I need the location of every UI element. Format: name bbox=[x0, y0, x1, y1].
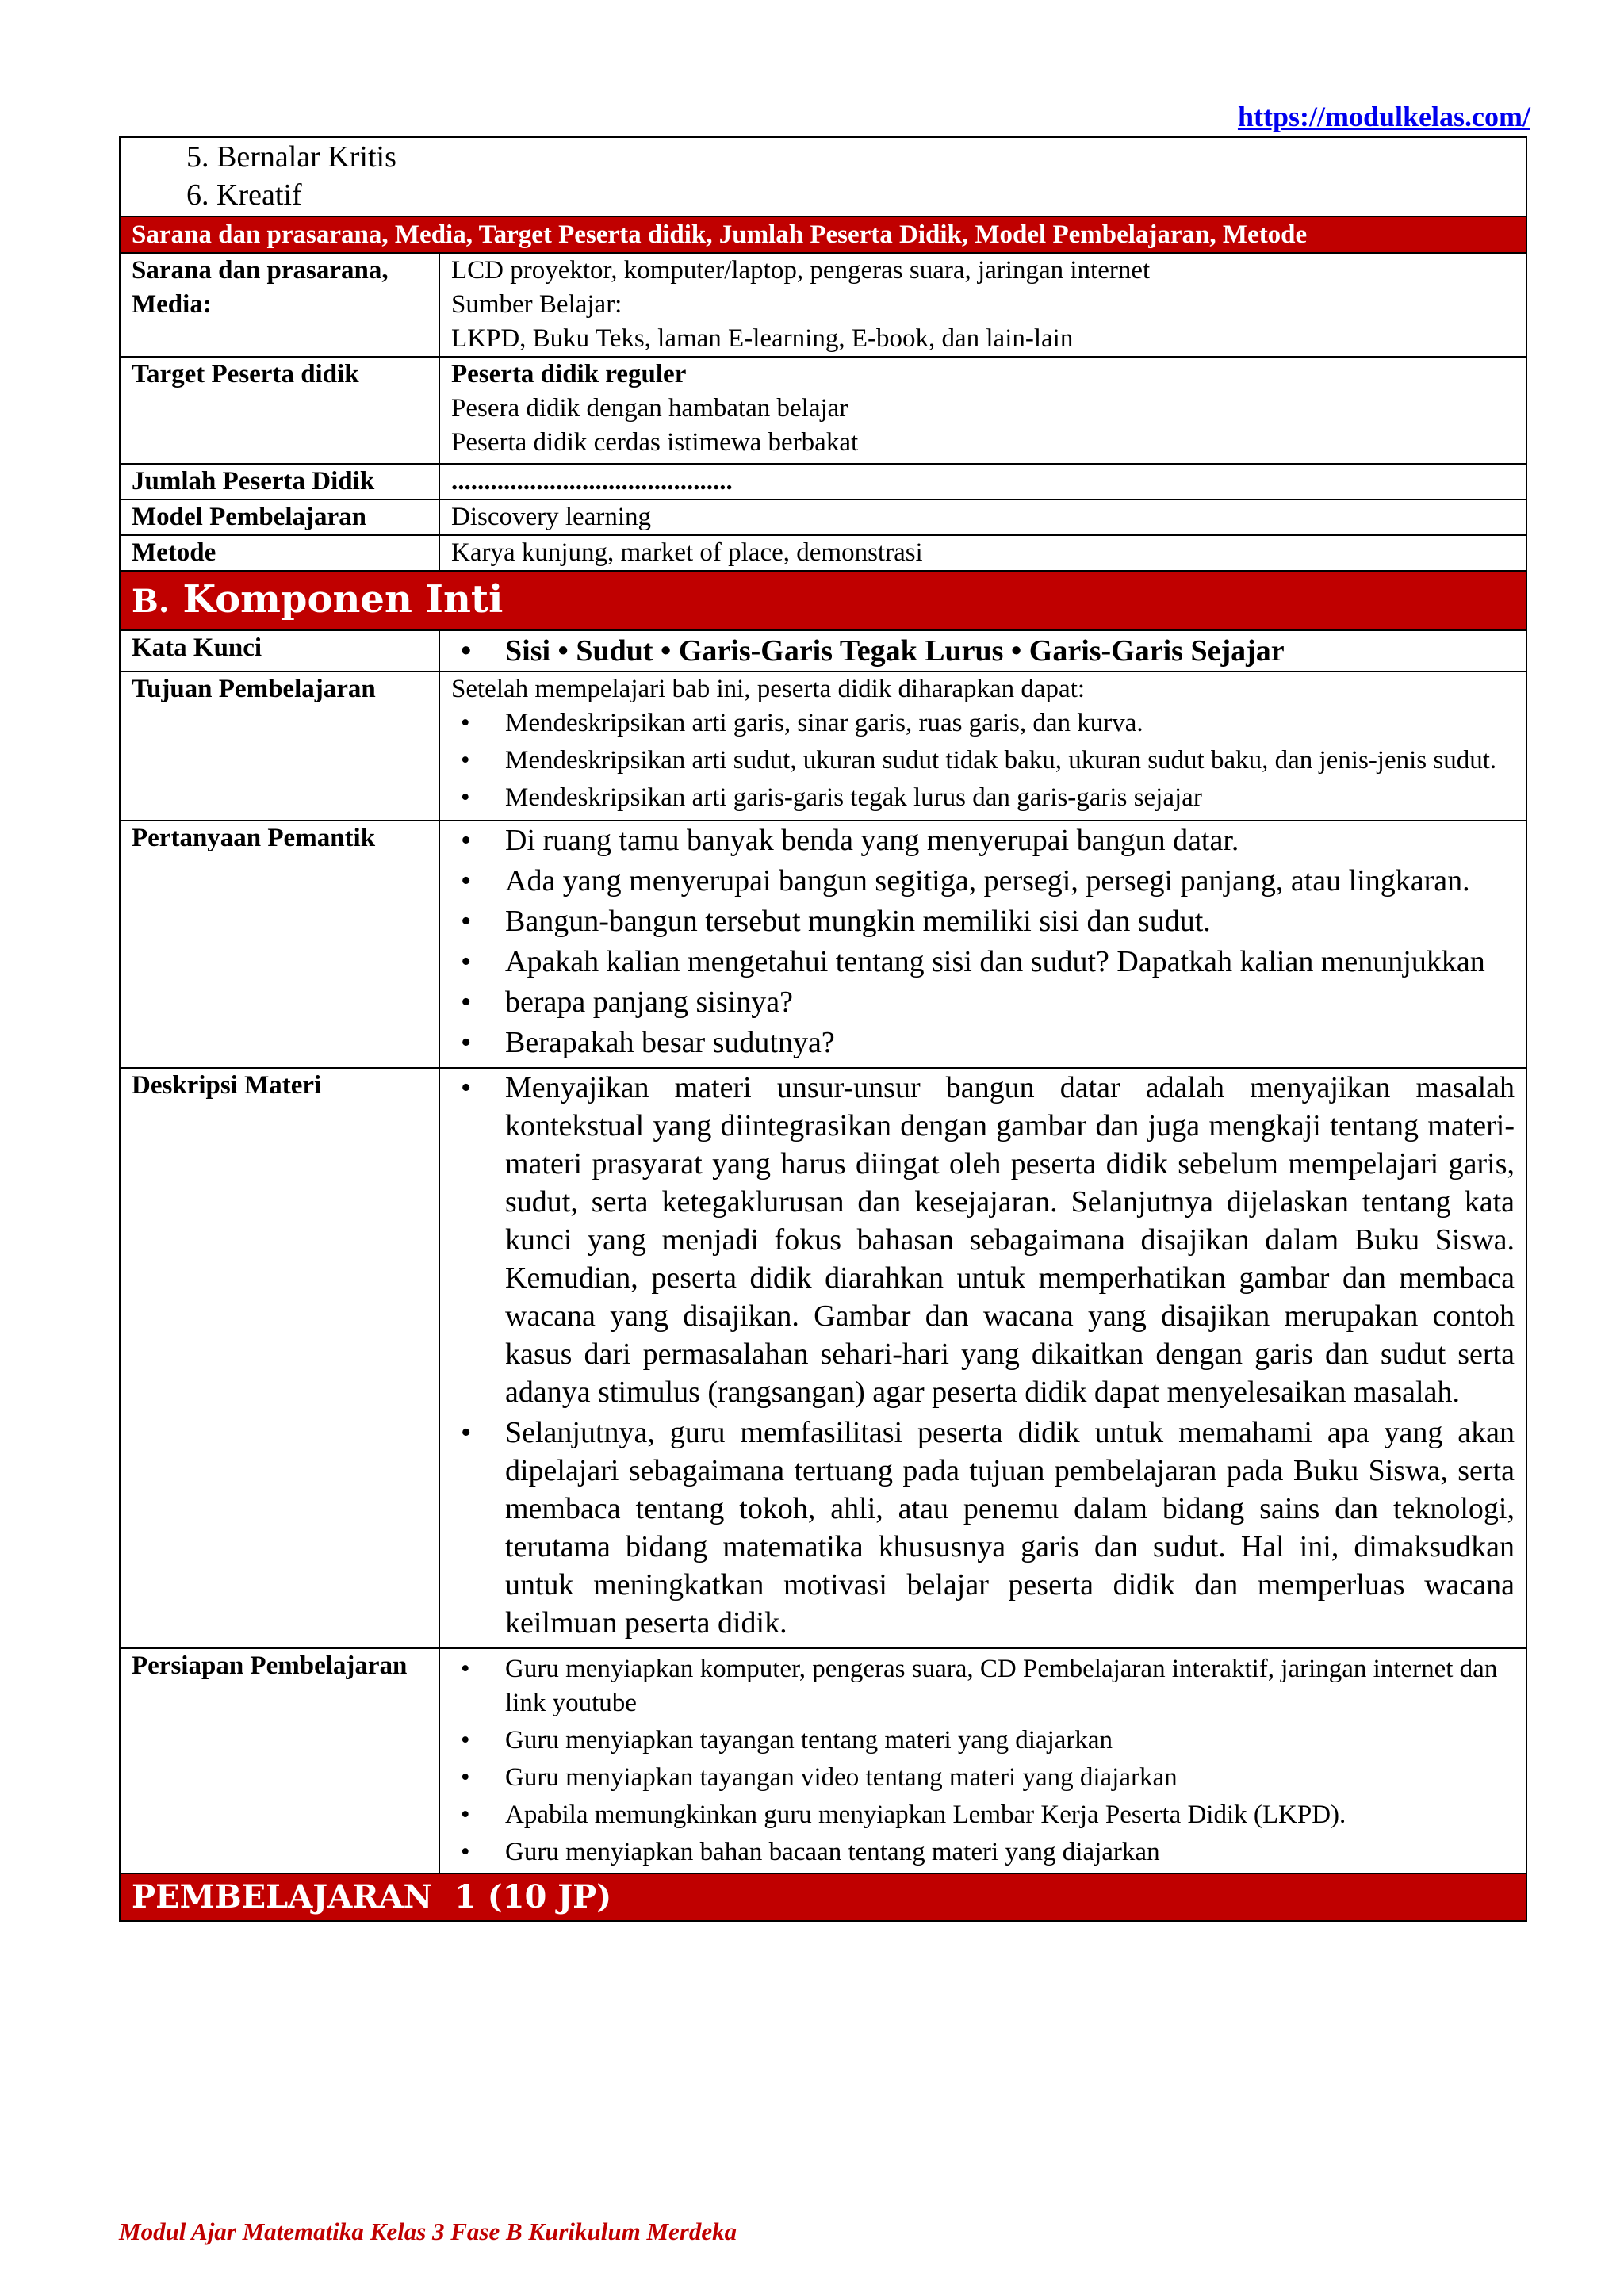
sarana-line: LKPD, Buku Teks, laman E-learning, E-book, dan lain-lain bbox=[451, 324, 1074, 353]
list-item: • Guru menyiapkan komputer, pengeras suara, CD Pembelajaran interaktif, jaringan internet dan link youtube bbox=[451, 1652, 1515, 1720]
list-item: • Guru menyiapkan bahan bacaan tentang materi yang diajarkan bbox=[451, 1835, 1515, 1869]
profil-item: 6. Kreatif bbox=[186, 178, 302, 212]
list-item: • Mendeskripsikan arti garis, sinar garis, ruas garis, dan kurva. bbox=[451, 706, 1515, 740]
metode-label: Metode bbox=[120, 535, 439, 571]
jumlah-row bbox=[120, 464, 1526, 499]
sarana-heading: Sarana dan prasarana, Media, Target Peserta didik, Jumlah Peserta Didik, Model Pembelajaran, Metode bbox=[120, 216, 1526, 253]
jumlah-value: ........................................... bbox=[439, 464, 1526, 499]
tujuan-list bbox=[451, 706, 1515, 815]
section-b-heading bbox=[120, 571, 1526, 630]
pemantik-label: Pertanyaan Pemantik bbox=[120, 821, 439, 1068]
metode-value: Karya kunjung, market of place, demonstrasi bbox=[439, 535, 1526, 571]
pembelajaran-row bbox=[120, 1873, 1526, 1921]
list-item: • berapa panjang sisinya? bbox=[451, 983, 1515, 1021]
pemantik-list bbox=[451, 821, 1515, 1062]
tujuan-label: Tujuan Pembelajaran bbox=[120, 672, 439, 821]
list-item: • Guru menyiapkan tayangan tentang materi yang diajarkan bbox=[451, 1724, 1515, 1758]
model-row bbox=[120, 499, 1526, 535]
list-item: • Mendeskripsikan arti garis-garis tegak lurus dan garis-garis sejajar bbox=[451, 781, 1515, 815]
kata-kunci-row bbox=[120, 630, 1526, 672]
header-url-link[interactable]: https://modulkelas.com/ bbox=[1237, 101, 1530, 132]
model-value: Discovery learning bbox=[439, 499, 1526, 535]
footer-title: Modul Ajar Matematika Kelas 3 Fase B Kurikulum Merdeka bbox=[119, 2218, 737, 2245]
sarana-line: LCD proyektor, komputer/laptop, pengeras suara, jaringan internet bbox=[451, 256, 1151, 285]
list-item: • Guru menyiapkan tayangan video tentang materi yang diajarkan bbox=[451, 1761, 1515, 1795]
target-line: Peserta didik cerdas istimewa berbakat bbox=[451, 428, 859, 457]
deskripsi-row bbox=[120, 1068, 1526, 1648]
list-item: • Menyajikan materi unsur-unsur bangun datar adalah menyajikan masalah kontekstual yang diintegrasikan dengan gambar dan juga mengkaji tentang materi-materi prasyarat yang harus diingat oleh peserta didik sebelum mempelajari garis, sudut, serta ketegaklurusan dan kesejajaran. Selanjutnya dijelaskan tentang kata kunci yang menjadi fokus bahasan sebagaimana disajikan dalam Buku Siswa. Kemudian, peserta didik diarahkan untuk memperhatikan gambar dan membaca wacana yang disajikan. Gambar dan wacana yang disajikan merupakan contoh kasus dari permasalahan sehari-hari yang dikaitkan dengan garis dan sudut serta adanya stimulus (rangsangan) agar peserta didik dapat menyelesaikan masalah. bbox=[451, 1069, 1515, 1411]
target-line: Peserta didik reguler bbox=[451, 360, 687, 388]
profil-list-row bbox=[120, 137, 1526, 216]
list-item: • Di ruang tamu banyak benda yang menyerupai bangun datar. bbox=[451, 821, 1515, 859]
list-item: • Ada yang menyerupai bangun segitiga, persegi, persegi panjang, atau lingkaran. bbox=[451, 862, 1515, 900]
list-item: • Mendeskripsikan arti sudut, ukuran sudut tidak baku, ukuran sudut baku, dan jenis-jenis sudut. bbox=[451, 744, 1515, 778]
kata-kunci-value: • Sisi • Sudut • Garis-Garis Tegak Lurus • Garis-Garis Sejajar bbox=[451, 631, 1515, 671]
metode-row bbox=[120, 535, 1526, 571]
list-item: • Apakah kalian mengetahui tentang sisi dan sudut? Dapatkah kalian menunjukkan bbox=[451, 943, 1515, 981]
target-line: Pesera didik dengan hambatan belajar bbox=[451, 394, 848, 423]
tujuan-row bbox=[120, 672, 1526, 821]
persiapan-list bbox=[451, 1652, 1515, 1869]
sarana-row bbox=[120, 253, 1526, 357]
kata-kunci-label: Kata Kunci bbox=[120, 630, 439, 672]
target-row bbox=[120, 357, 1526, 464]
sarana-line: Sumber Belajar: bbox=[451, 290, 622, 319]
section-b-row bbox=[120, 571, 1526, 630]
model-label: Model Pembelajaran bbox=[120, 499, 439, 535]
persiapan-label: Persiapan Pembelajaran bbox=[120, 1648, 439, 1873]
deskripsi-list bbox=[451, 1069, 1515, 1642]
list-item: • Apabila memungkinkan guru menyiapkan Lembar Kerja Peserta Didik (LKPD). bbox=[451, 1798, 1515, 1832]
module-table bbox=[119, 136, 1527, 1922]
pembelajaran-heading: PEMBELAJARAN 1 (10 JP) bbox=[120, 1873, 1526, 1921]
pemantik-row bbox=[120, 821, 1526, 1068]
sarana-label: Sarana dan prasarana, Media: bbox=[120, 253, 439, 357]
list-item: • Berapakah besar sudutnya? bbox=[451, 1024, 1515, 1062]
section-b-letter: B. bbox=[132, 583, 170, 620]
persiapan-row bbox=[120, 1648, 1526, 1873]
sarana-heading-row bbox=[120, 216, 1526, 253]
jumlah-label: Jumlah Peserta Didik bbox=[120, 464, 439, 499]
target-label: Target Peserta didik bbox=[120, 357, 439, 464]
list-item: • Selanjutnya, guru memfasilitasi peserta didik untuk memahami apa yang akan dipelajari sebagaimana tertuang pada tujuan pembelajaran pada Buku Siswa, serta membaca tentang tokoh, ahli, atau penemu dalam bidang sains dan teknologi, terutama bidang matematika khususnya garis dan sudut. Hal ini, dimaksudkan untuk meningkatkan motivasi belajar peserta didik dan memperluas wacana keilmuan peserta didik. bbox=[451, 1414, 1515, 1642]
tujuan-intro: Setelah mempelajari bab ini, peserta didik diharapkan dapat: bbox=[451, 675, 1086, 703]
list-item: • Bangun-bangun tersebut mungkin memiliki sisi dan sudut. bbox=[451, 902, 1515, 940]
section-b-title: Komponen Inti bbox=[182, 577, 504, 622]
profil-item: 5. Bernalar Kritis bbox=[186, 140, 396, 174]
deskripsi-label: Deskripsi Materi bbox=[120, 1068, 439, 1648]
